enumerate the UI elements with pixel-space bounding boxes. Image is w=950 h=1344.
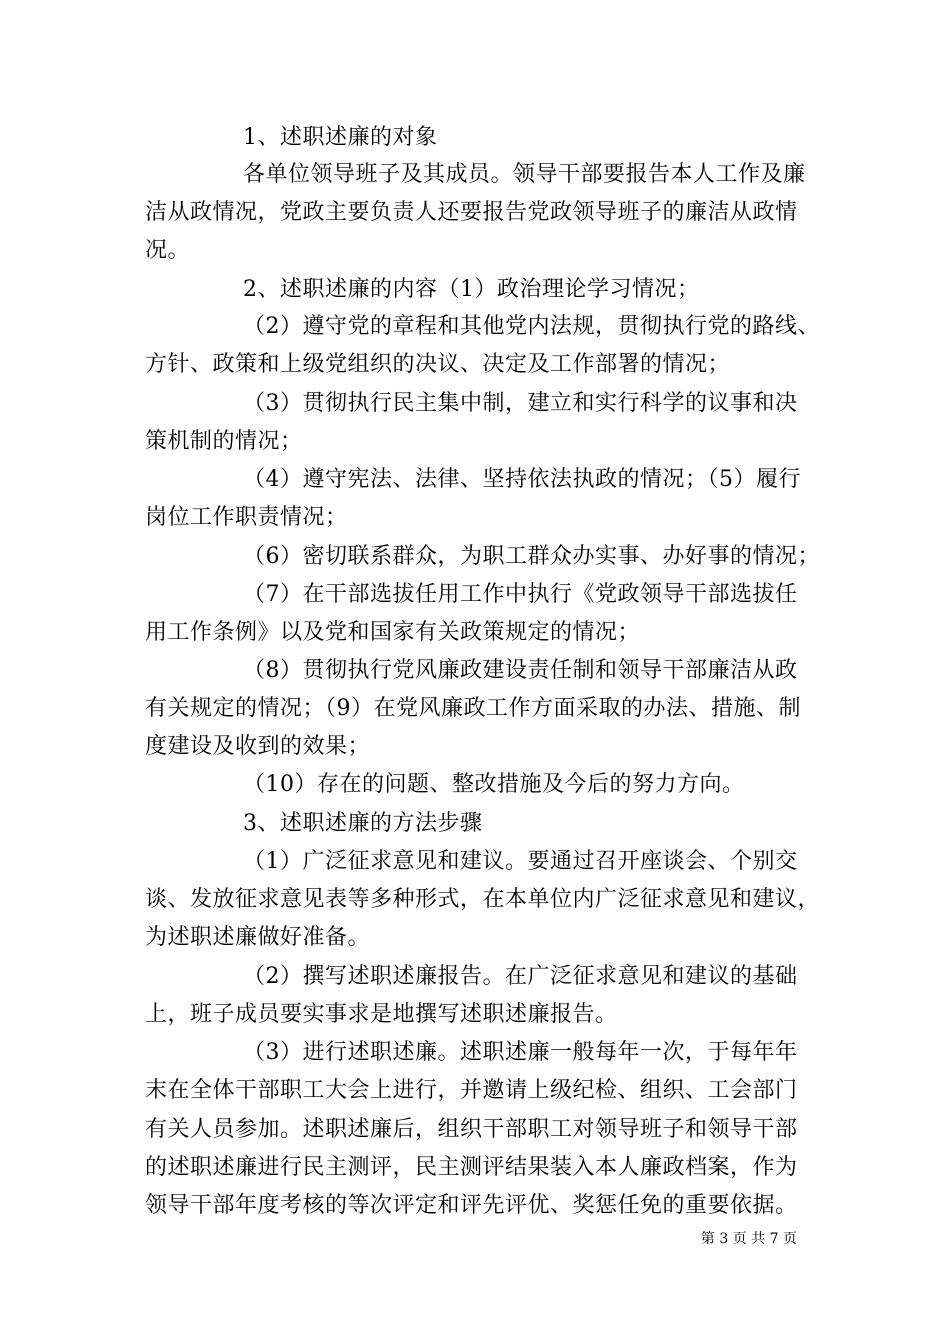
page-number-footer: 第 3 页 共 7 页 xyxy=(700,1231,797,1247)
paragraph-line: 谈、发放征求意见表等多种形式，在本单位内广泛征求意见和建议， xyxy=(145,887,821,912)
paragraph-line: 领导干部年度考核的等次评定和评先评优、奖惩任免的重要依据。 xyxy=(145,1193,798,1218)
paragraph-line: （3）进行述职述廉。述职述廉一般每年一次，于每年年 xyxy=(243,1040,798,1065)
paragraph-line: 末在全体干部职工大会上进行，并邀请上级纪检、组织、工会部门 xyxy=(145,1078,798,1103)
paragraph-line: 用工作条例》以及党和国家有关政策规定的情况； xyxy=(145,620,641,645)
paragraph-line: （2）撰写述职述廉报告。在广泛征求意见和建议的基础 xyxy=(243,964,798,989)
paragraph-line: 岗位工作职责情况； xyxy=(145,505,348,530)
paragraph-line: 况。 xyxy=(145,238,191,263)
paragraph-line: （2）遵守党的章程和其他党内法规，贯彻执行党的路线、 xyxy=(243,314,820,339)
paragraph-line: （10）存在的问题、整改措施及今后的努力方向。 xyxy=(243,772,745,797)
section-heading-3: 3、述职述廉的方法步骤 xyxy=(243,811,483,836)
paragraph-line: 度建设及收到的效果； xyxy=(145,734,371,759)
paragraph-line: 方针、政策和上级党组织的决议、决定及工作部署的情况； xyxy=(145,352,731,377)
paragraph-line: （7）在干部选拔任用工作中执行《党政领导干部选拔任 xyxy=(243,582,798,607)
section-heading-2: 2、述职述廉的内容（1）政治理论学习情况； xyxy=(243,277,700,302)
paragraph-line: （8）贯彻执行党风廉政建设责任制和领导干部廉洁从政 xyxy=(243,658,798,683)
paragraph-line: 策机制的情况； xyxy=(145,429,303,454)
section-heading-1: 1、述职述廉的对象 xyxy=(243,125,438,150)
paragraph-line: （1）广泛征求意见和建议。要通过召开座谈会、个别交 xyxy=(243,849,798,874)
paragraph-line: 有关人员参加。述职述廉后，组织干部职工对领导班子和领导干部 xyxy=(145,1117,798,1142)
paragraph-line: 为述职述廉做好准备。 xyxy=(145,925,371,950)
paragraph-line: 的述职述廉进行民主测评，民主测评结果装入本人廉政档案，作为 xyxy=(145,1155,798,1180)
paragraph-line: 各单位领导班子及其成员。领导干部要报告本人工作及廉 xyxy=(243,162,806,187)
paragraph-line: 上，班子成员要实事求是地撰写述职述廉报告。 xyxy=(145,1002,618,1027)
paragraph-line: （6）密切联系群众，为职工群众办实事、办好事的情况； xyxy=(243,544,820,569)
paragraph-line: 有关规定的情况；（9）在党风廉政工作方面采取的办法、措施、制 xyxy=(145,696,801,721)
paragraph-line: （3）贯彻执行民主集中制，建立和实行科学的议事和决 xyxy=(243,391,798,416)
paragraph-line: 洁从政情况，党政主要负责人还要报告党政领导班子的廉洁从政情 xyxy=(145,200,798,225)
paragraph-line: （4）遵守宪法、法律、坚持依法执政的情况；（5）履行 xyxy=(243,467,801,492)
